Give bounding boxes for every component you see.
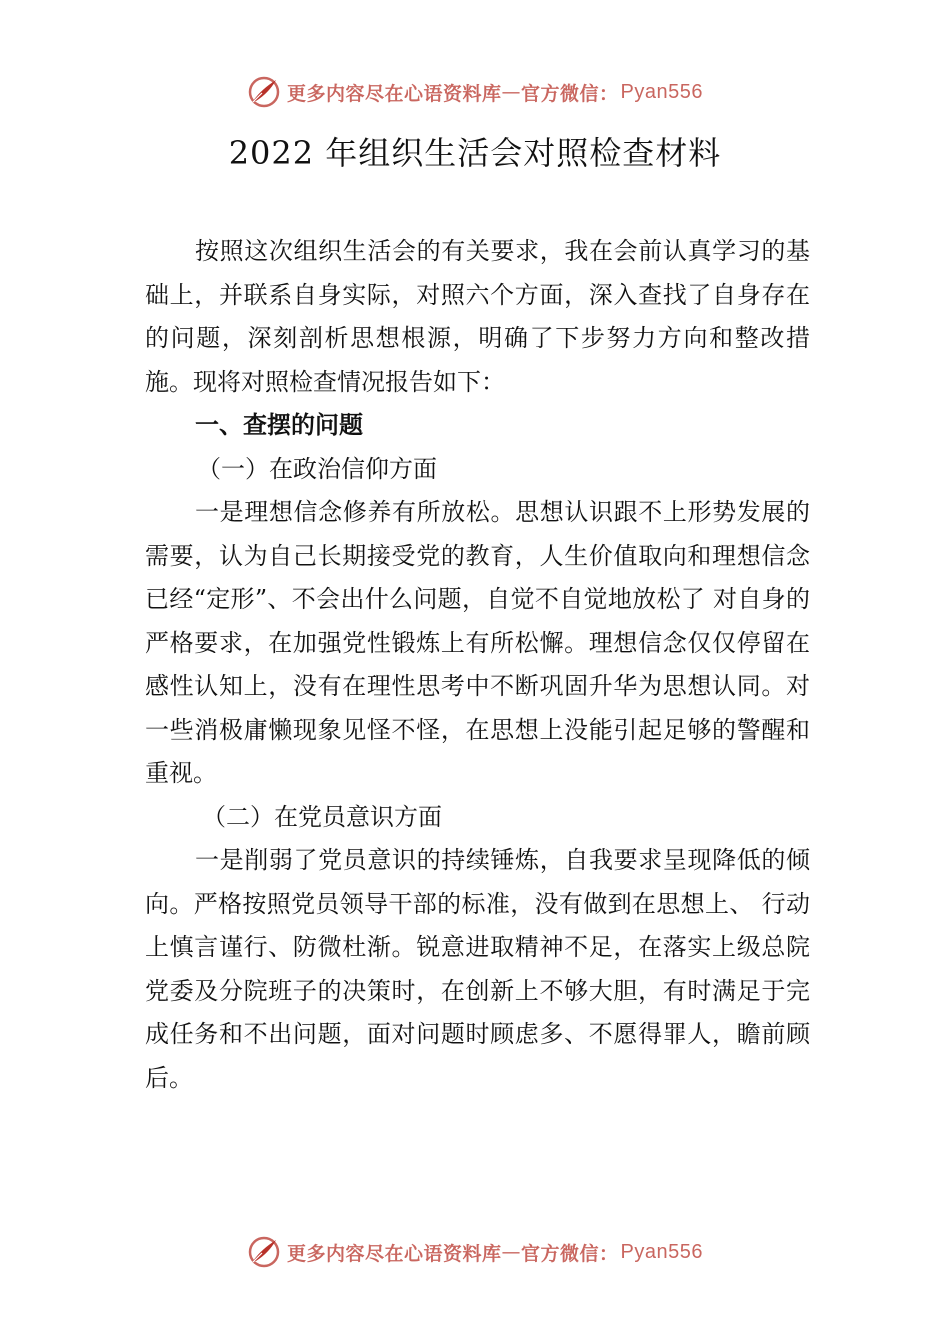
- watermark-separator: —: [501, 81, 522, 103]
- watermark-code: Pyan556: [620, 1240, 703, 1263]
- feather-pen-logo-icon: [247, 75, 281, 109]
- document-body: [145, 230, 810, 1100]
- watermark-separator: —: [501, 1241, 522, 1263]
- political-belief-paragraph: 一是理想信念修养有所放松。思想认识跟不上形势发展的需要，认为自己长期接受党的教育，人生价值取向和理想信念已经“定形”、不会出什么问题，自觉不自觉地放松了 对自身的严格要求，在加强党性锻炼上有所松懈。理想信念仅仅停留在感性认知上，没有在理性思考中不断巩固升华为思想认同。对一些消极庸懒现象见怪不怪，在思想上没能引起足够的警醒和重视。: [145, 498, 810, 787]
- watermark-code: Pyan556: [620, 80, 703, 103]
- sub-heading-party-awareness: （二）在党员意识方面: [202, 802, 442, 831]
- sub-heading-political-belief: （一）在政治信仰方面: [197, 454, 437, 483]
- watermark-channel: 官方微信：: [521, 82, 619, 105]
- section-heading: 一、查摆的问题: [195, 411, 363, 439]
- party-awareness-paragraph: 一是削弱了党员意识的持续锤炼，自我要求呈现降低的倾向。严格按照党员领导干部的标准，没有做到在思想上、 行动上慎言谨行、防微杜渐。锐意进取精神不足，在落实上级总院党委及分院班子的决策时，在创新上不够大胆，有时满足于完成任务和不出问题，面对问题时顾虑多、不愿得罪人，瞻前顾后。: [145, 846, 810, 1092]
- feather-pen-logo-icon: [247, 1235, 281, 1269]
- watermark-channel: 官方微信：: [521, 1242, 619, 1265]
- header-watermark: [0, 72, 950, 112]
- document-title: 2022 年组织生活会对照检查材料: [228, 134, 722, 172]
- intro-paragraph: 按照这次组织生活会的有关要求，我在会前认真学习的基础上，并联系自身实际，对照六个方面，深入查找了自身存在的问题，深刻剖析思想根源，明确了下步努力方向和整改措施。现将对照检查情况报告如下：: [145, 237, 810, 396]
- watermark-label: 更多内容尽在心语资料库: [287, 82, 502, 105]
- watermark-label: 更多内容尽在心语资料库: [287, 1242, 502, 1265]
- footer-watermark: [0, 1232, 950, 1272]
